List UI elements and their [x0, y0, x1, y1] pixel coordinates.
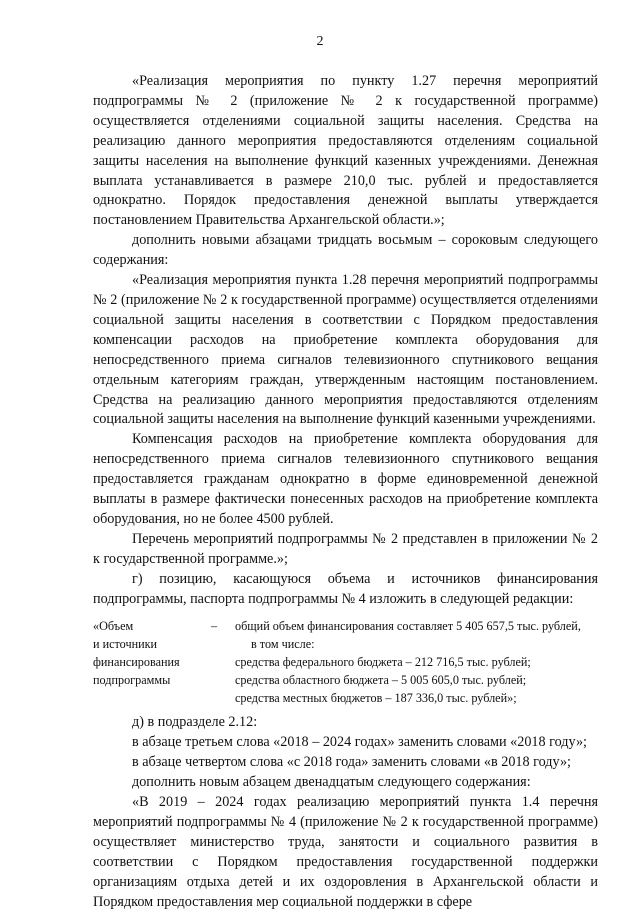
funding-including-line: в том числе: — [251, 637, 315, 652]
paragraph: дополнить новыми абзацами тридцать восьмым – сороковым следующего содержания: — [93, 232, 598, 269]
paragraph: «Реализация мероприятия пункта 1.28 перечня мероприятий подпрограммы № 2 (приложение № 2 к государственной программе) осуществляется отделениями социальной защиты населения в соответствии с Порядком предоставления компенсации расходов на приобретение комплекта оборудования для непосредственного приема сигналов телевизионного спутникового вещания отдельным категориям граждан, утвержденным настоящим постановлением. Средства на реализацию данного мероприятия предоставляются отделениям социальной защиты населения на выполнение функций казенными учреждениями. — [93, 272, 598, 428]
paragraph: г) позицию, касающуюся объема и источников финансирования подпрограммы, паспорта подпрограммы № 4 изложить в следующей редакции: — [93, 570, 598, 607]
funding-local-line: средства местных бюджетов – 187 336,0 тыс. рублей»; — [235, 691, 517, 706]
paragraph: «В 2019 – 2024 годах реализацию мероприятий пункта 1.4 перечня мероприятий подпрограммы № 4 (приложение № 2 к государственной программе) осуществляет министерство труда, занятости и социального развития в соответствии с Порядком предоставления государственной поддержки организациям отдыха детей и их оздоровления в Архангельской области и Порядком предоставления мер социальной поддержки в сфере — [93, 794, 598, 910]
funding-label-line: и источники — [93, 637, 158, 652]
funding-label-line: «Объем — [93, 619, 134, 634]
paragraph: Компенсация расходов на приобретение комплекта оборудования для непосредственного приема сигналов телевизионного спутникового вещания предоставляется гражданам однократно в форме единовременной денежной выплаты в размере фактически понесенных расходов на приобретение комплекта оборудования, но не более 4500 рублей. — [93, 431, 598, 527]
funding-label-line: подпрограммы — [93, 673, 171, 688]
paragraph: в абзаце третьем слова «2018 – 2024 годах» заменить словами «2018 году»; — [132, 734, 588, 751]
document-body — [93, 72, 598, 913]
paragraph: в абзаце четвертом слова «с 2018 года» заменить словами «в 2018 году»; — [132, 754, 571, 771]
funding-label — [93, 617, 203, 689]
funding-dash: – — [211, 619, 218, 634]
funding-federal-line: средства федерального бюджета – 212 716,5 тыс. рублей; — [235, 655, 531, 670]
page-number: 2 — [316, 34, 324, 49]
paragraph: д) в подразделе 2.12: — [132, 714, 258, 731]
funding-label-line: финансирования — [93, 655, 180, 670]
paragraph: «Реализация мероприятия по пункту 1.27 перечня мероприятий подпрограммы № 2 (приложение № 2 к государственной программе) осуществляется отделениями социальной защиты населения. Средства на реализацию данного мероприятия предоставляются отделениям социальной защиты населения на выполнение функций казенных учреждениями. Денежная выплата устанавливается в размере 210,0 тыс. рублей и предоставляется однократно. Порядок предоставления денежной выплаты утверждается постановлением Правительства Архангельской области.»; — [93, 73, 598, 229]
funding-details — [235, 617, 605, 707]
funding-regional-line: средства областного бюджета – 5 005 605,0 тыс. рублей; — [235, 673, 527, 688]
funding-total-line: общий объем финансирования составляет 5 405 657,5 тыс. рублей, — [235, 619, 581, 634]
funding-block — [93, 617, 598, 706]
paragraph: Перечень мероприятий подпрограммы № 2 представлен в приложении № 2 к государственной программе.»; — [93, 530, 598, 567]
paragraph: дополнить новым абзацем двенадцатым следующего содержания: — [132, 774, 531, 791]
